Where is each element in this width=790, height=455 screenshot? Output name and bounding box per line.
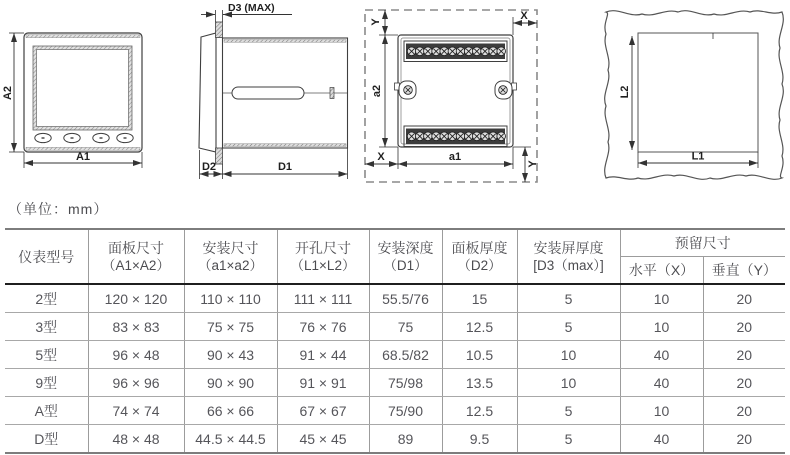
dim-label-a1: A1	[75, 151, 91, 163]
table-cell: 90 × 90	[184, 369, 277, 397]
table-cell: 90 × 43	[184, 341, 277, 369]
table-row	[5, 369, 785, 397]
table-cell: 74 × 74	[88, 397, 184, 425]
header-vertical-y: 垂直（Y）	[703, 257, 785, 285]
dim-label-y-top: Y	[370, 18, 382, 26]
header-line: 面板厚度	[451, 239, 508, 256]
table-cell: 10	[517, 341, 620, 369]
table-cell: 15	[442, 284, 517, 313]
dim-label-l2: L2	[619, 85, 631, 99]
table-cell: 5	[517, 397, 620, 425]
header-cutout-size	[277, 229, 369, 284]
dim-label-a2: A2	[2, 85, 14, 101]
table-cell: 5	[517, 284, 620, 313]
header-install-depth	[369, 229, 442, 284]
dim-label-d3: D3 (MAX)	[228, 2, 275, 14]
meter-bezel	[199, 33, 216, 152]
panel-cutout-hole	[638, 33, 758, 152]
header-panel-thickness	[442, 229, 517, 284]
table-cell: 75/90	[369, 397, 442, 425]
clamp-screw	[330, 88, 334, 99]
table-cell: 83 × 83	[88, 313, 184, 341]
side-view-diagram	[192, 0, 362, 196]
table-cell: 111 × 111	[277, 284, 369, 313]
table-cell: 10.5	[442, 341, 517, 369]
header-line: （A1×A2）	[102, 257, 170, 273]
table-cell: 20	[703, 341, 785, 369]
table-cell: 20	[703, 369, 785, 397]
header-install-size	[184, 229, 277, 284]
table-cell: 45 × 45	[277, 425, 369, 454]
header-model: 仪表型号	[5, 229, 88, 284]
rear-view-diagram	[358, 0, 540, 192]
cutout-view-diagram	[592, 0, 790, 192]
header-line: 开孔尺寸	[295, 239, 351, 256]
header-screen-thickness	[517, 229, 620, 284]
table-cell: 13.5	[442, 369, 517, 397]
table-cell: 96 × 48	[88, 341, 184, 369]
terminal-strip-bottom	[404, 126, 507, 147]
dim-label-a1: a1	[448, 151, 462, 163]
model-cell: 5型	[5, 341, 88, 369]
header-line: 面板尺寸	[108, 239, 164, 256]
table-cell: 44.5 × 44.5	[184, 425, 277, 454]
technical-drawings	[0, 0, 790, 196]
table-cell: 10	[620, 284, 703, 313]
model-cell: D型	[5, 425, 88, 454]
table-cell: 20	[703, 397, 785, 425]
dim-label-d1: D1	[277, 161, 293, 173]
table-cell: 55.5/76	[369, 284, 442, 313]
mounting-panel-section	[216, 148, 223, 164]
table-cell: 91 × 44	[277, 341, 369, 369]
table-cell: 66 × 66	[184, 397, 277, 425]
header-line: （a1×a2）	[198, 257, 263, 273]
header-line: 安装屏厚度	[533, 239, 604, 256]
header-line: （L1×L2）	[290, 257, 356, 273]
table-cell: 89	[369, 425, 442, 454]
table-cell: 12.5	[442, 397, 517, 425]
table-cell: 20	[703, 425, 785, 454]
model-cell: A型	[5, 397, 88, 425]
dim-label-x-top: X	[520, 10, 528, 22]
model-cell: 9型	[5, 369, 88, 397]
dim-label-y-bottom: Y	[527, 160, 539, 168]
table-cell: 48 × 48	[88, 425, 184, 454]
table-cell: 5	[517, 313, 620, 341]
table-cell: 75	[369, 313, 442, 341]
table-row	[5, 284, 785, 313]
table-cell: 67 × 67	[277, 397, 369, 425]
dim-label-x-bottom: X	[377, 151, 385, 163]
table-cell: 10	[620, 313, 703, 341]
dim-label-l1: L1	[691, 150, 705, 163]
table-row	[5, 341, 785, 369]
table-cell: 76 × 76	[277, 313, 369, 341]
model-cell: 3型	[5, 313, 88, 341]
table-cell: 10	[517, 369, 620, 397]
table-cell: 40	[620, 369, 703, 397]
header-reserved-size: 预留尺寸	[620, 229, 785, 257]
table-cell: 12.5	[442, 313, 517, 341]
table-row	[5, 313, 785, 341]
table-cell: 10	[620, 397, 703, 425]
table-cell: 20	[703, 284, 785, 313]
header-horizontal-x: 水平（X）	[620, 257, 703, 285]
dim-label-a2: a2	[371, 84, 383, 98]
front-view-diagram	[0, 0, 186, 196]
mounting-panel-section	[216, 22, 223, 38]
table-cell: 96 × 96	[88, 369, 184, 397]
header-line: （D2）	[457, 257, 502, 273]
table-cell: 40	[620, 341, 703, 369]
table-cell: 91 × 91	[277, 369, 369, 397]
unit-note: （单位：mm）	[8, 201, 109, 217]
table-cell: 9.5	[442, 425, 517, 454]
model-cell: 2型	[5, 284, 88, 313]
table-cell: 68.5/82	[369, 341, 442, 369]
table-cell: 20	[703, 313, 785, 341]
table-cell: 40	[620, 425, 703, 454]
table-cell: 120 × 120	[88, 284, 184, 313]
table-row	[5, 425, 785, 454]
table-row	[5, 397, 785, 425]
header-line: 安装深度	[377, 239, 434, 256]
header-panel-size	[88, 229, 184, 284]
dim-label-d2: D2	[201, 161, 217, 173]
table-cell: 75 × 75	[184, 313, 277, 341]
terminal-strip-top	[404, 41, 507, 62]
table-cell: 75/98	[369, 369, 442, 397]
dimension-table	[5, 228, 785, 454]
header-line: 安装尺寸	[202, 239, 259, 256]
header-line: [D3（max）]	[533, 257, 604, 273]
table-cell: 110 × 110	[184, 284, 277, 313]
table-cell: 5	[517, 425, 620, 454]
mounting-clamp	[232, 87, 304, 99]
header-line: （D1）	[383, 257, 428, 273]
